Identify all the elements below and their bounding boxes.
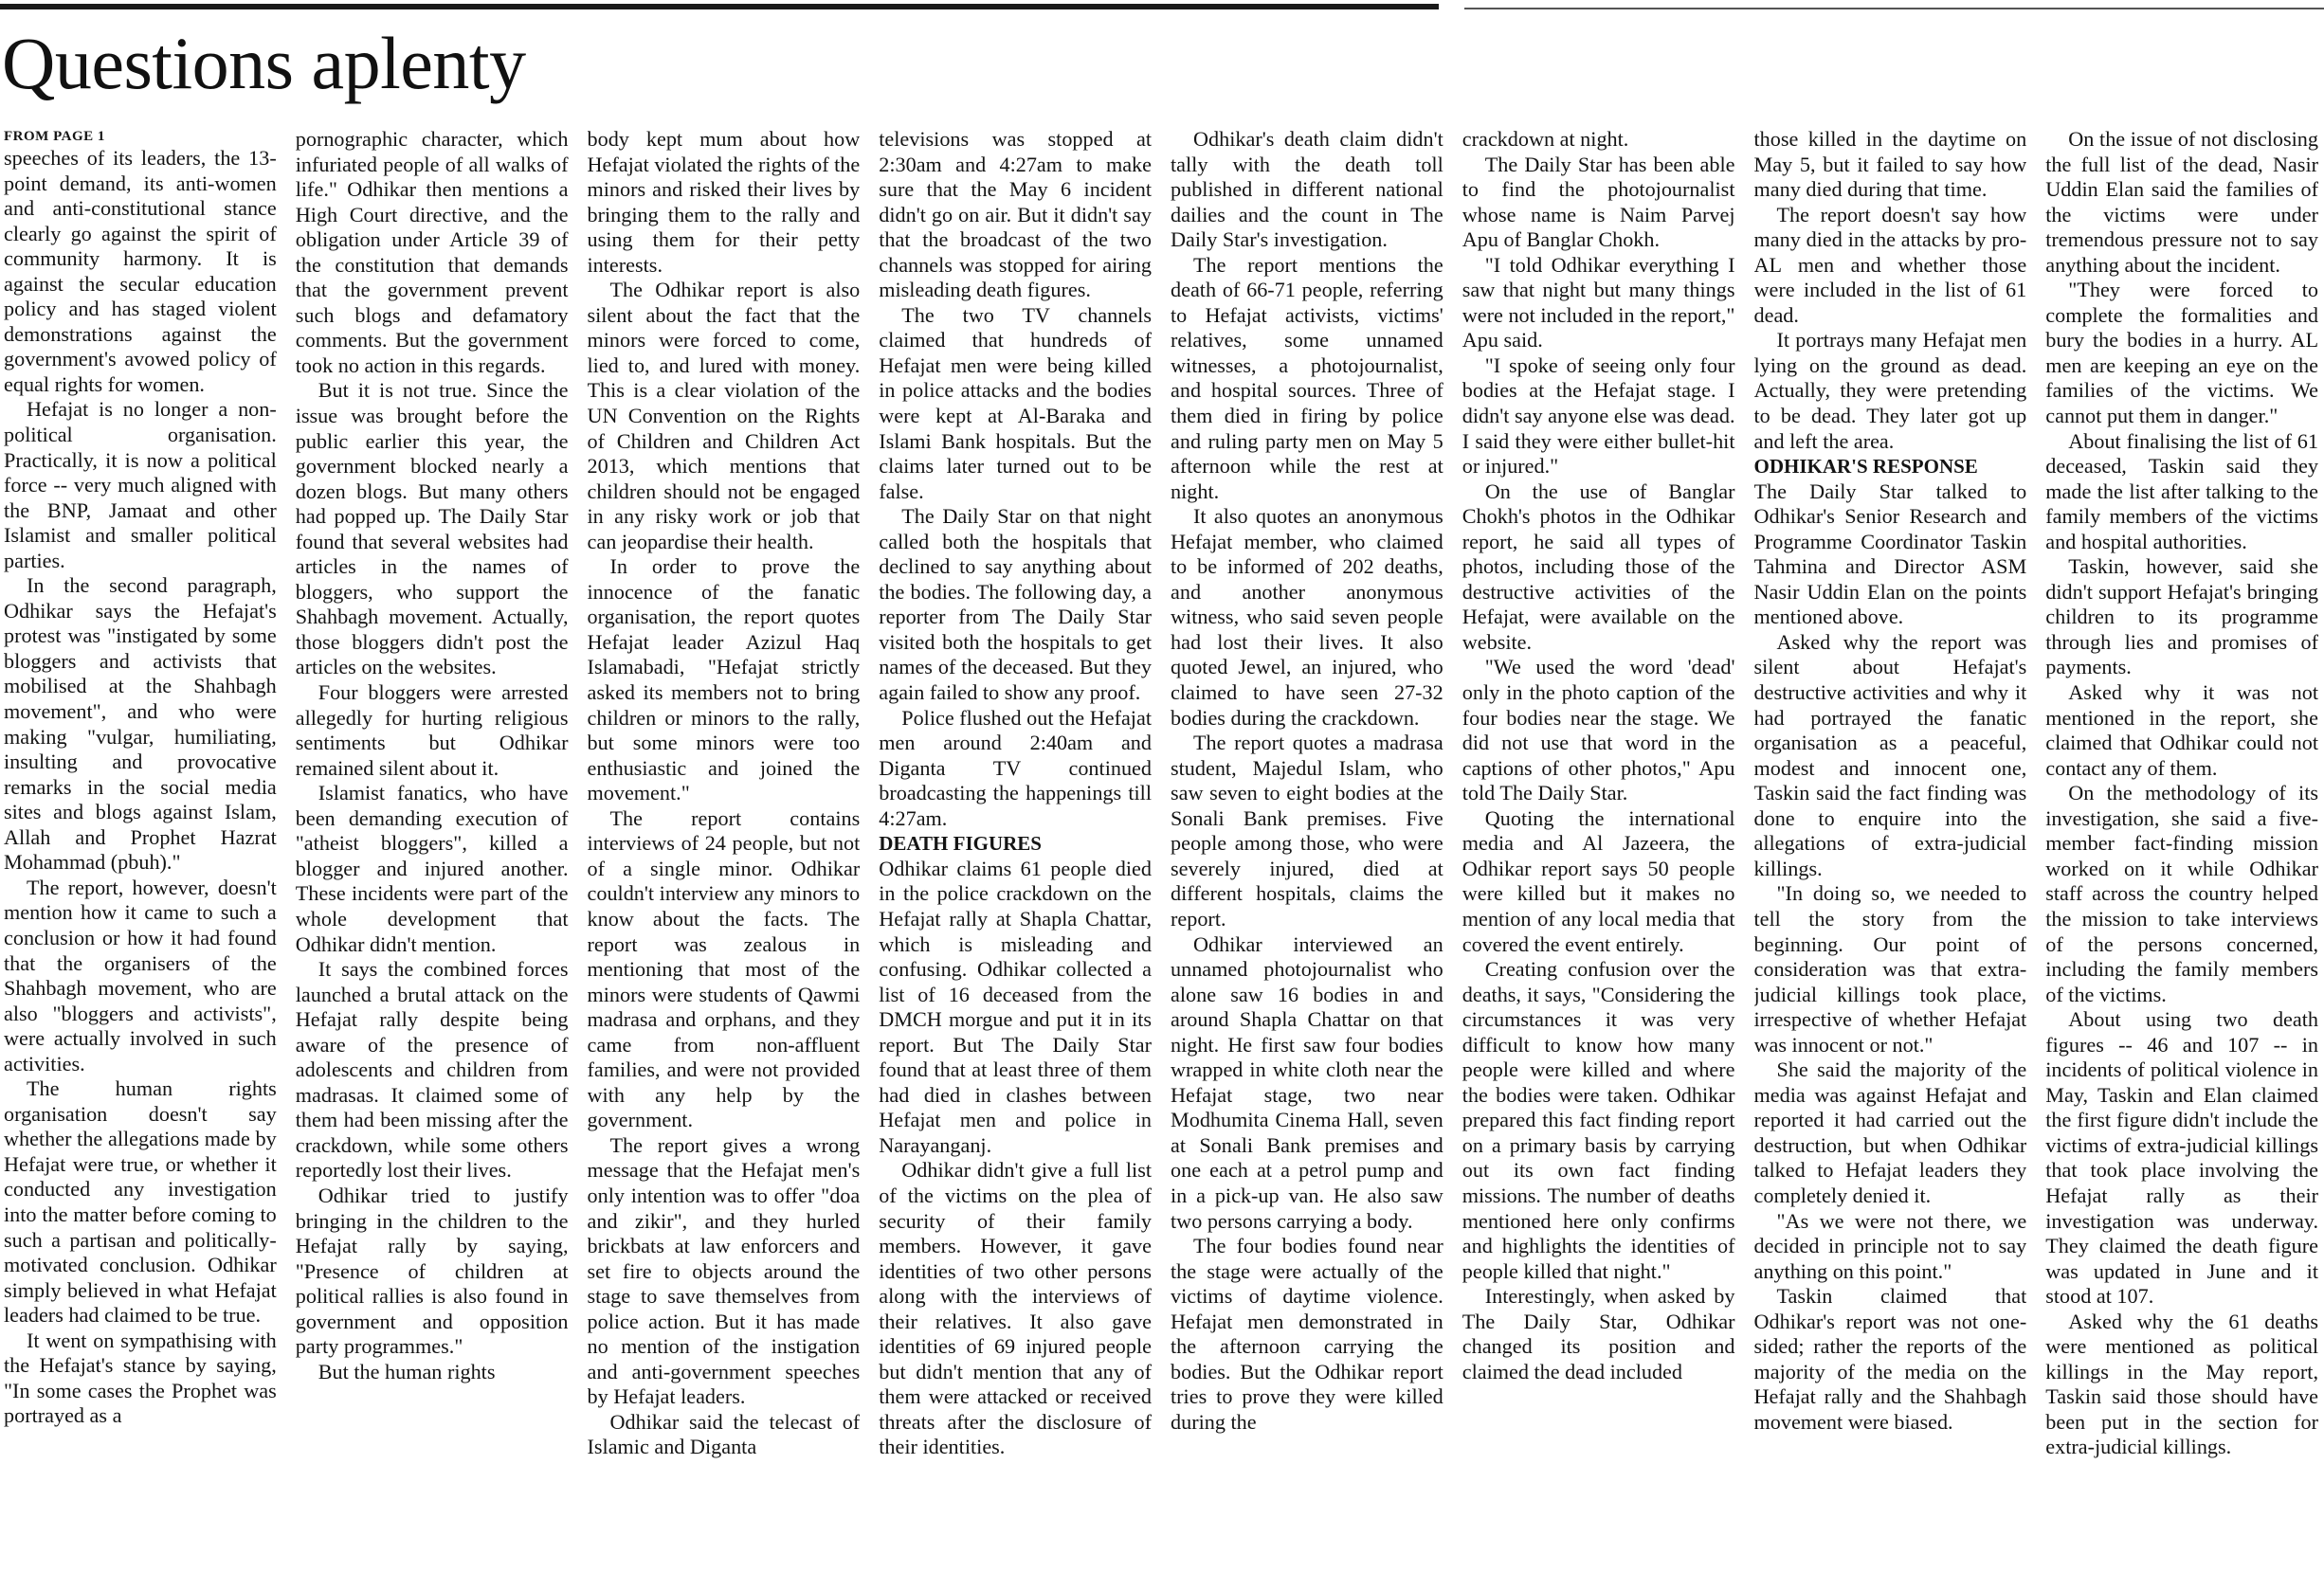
paragraph: Creating confusion over the deaths, it says, "Considering the circumstances it was very difficult to know how many people were killed and where the bodies were taken. Odhikar prepared this fact finding report on a primary basis by carrying out its own fact finding missions. The number of deaths mentioned here only confirms and highlights the identities of people killed that night."	[1462, 957, 1735, 1283]
paragraph: Odhikar claims 61 people died in the police crackdown on the Hefajat rally at Shapla Chattar, which is misleading and confusing. Odhikar collected a list of 16 deceased from the DMCH morgue and put it in its report. But The Daily Star found that at least three of them had died in clashes between Hefajat men and police in Narayanganj.	[879, 856, 1152, 1157]
paragraph: It also quotes an anonymous Hefajat member, who claimed to be informed of 202 deaths, and another anonymous witness, who said seven people had lost their lives. It also quoted Jewel, an injured, who claimed to have seen 27-32 bodies during the crackdown.	[1171, 504, 1443, 730]
paragraph: "We used the word 'dead' only in the photo caption of the four bodies near the stage. We did not use that word in the captions of other photos," Apu told The Daily Star.	[1462, 655, 1735, 805]
paragraph: Quoting the international media and Al Jazeera, the Odhikar report says 50 people were killed but it makes no mention of any local media that covered the event entirely.	[1462, 805, 1735, 956]
paragraph: It portrays many Hefajat men lying on the ground as dead. Actually, they were pretending to be dead. They later got up and left the area.	[1753, 328, 2027, 453]
paragraph: The two TV channels claimed that hundreds of Hefajat men were being killed in police attacks and the bodies were kept at Al-Baraka and Islami Bank hospitals. But the claims later turned out to be false.	[879, 302, 1152, 503]
masthead-rule-right	[1464, 8, 2324, 9]
column-4	[879, 127, 1152, 1591]
paragraph: The report, however, doesn't mention how it came to such a conclusion or how it had found that the organisers of the Shahbagh movement, who are also "bloggers and activists", were actually involved in such activities.	[4, 875, 277, 1076]
paragraph: Odhikar tried to justify bringing in the children to the Hefajat rally by saying, "Presence of children at political rallies is also found in government and opposition party programmes."	[295, 1183, 569, 1359]
kicker: FROM PAGE 1	[4, 129, 105, 144]
paragraph: The Daily Star talked to Odhikar's Senior Research and Programme Coordinator Taskin Tahmina and Director ASM Nasir Uddin Elan on the points mentioned above.	[1753, 479, 2027, 629]
paragraph: About finalising the list of 61 deceased, Taskin said they made the list after talking to the family members of the victims and hospital authorities.	[2045, 428, 2318, 553]
paragraph: crackdown at night.	[1462, 127, 1629, 151]
paragraph: The human rights organisation doesn't say whether the allegations made by Hefajat were true, or whether it conducted any investigation into the matter before coming to such a partisan and politically-motivated conclusion. Odhikar simply believed in what Hefajat leaders had claimed to be true.	[4, 1076, 277, 1328]
headline: Questions aplenty	[2, 22, 526, 104]
paragraph: body kept mum about how Hefajat violated the rights of the minors and risked their lives by bringing them to the rally and using them for their petty interests.	[587, 127, 861, 277]
column-3	[588, 127, 861, 1591]
paragraph: Hefajat is no longer a non-political organisation. Practically, it is now a political force -- very much aligned with the BNP, Jamaat and other Islamist and smaller political parties.	[4, 397, 277, 572]
paragraph: televisions was stopped at 2:30am and 4:27am to make sure that the May 6 incident didn't go on air. But it didn't say that the broadcast of the two channels was stopped for airing misleading death figures.	[879, 127, 1152, 302]
paragraph: In order to prove the innocence of the fanatic organisation, the report quotes Hefajat leader Azizul Haq Islamabadi, "Hefajat strictly asked its members not to bring children or minors to the rally, but some minors were too enthusiastic and joined the movement."	[587, 554, 861, 805]
paragraph: Odhikar's death claim didn't tally with the death toll published in different national dailies and the count in The Daily Star's investigation.	[1171, 127, 1443, 252]
paragraph: The report gives a wrong message that the Hefajat men's only intention was to offer "doa and zikir", and they hurled brickbats at law enforcers and set fire to objects around the stage to save themselves from police action. But it has made no mention of the instigation and anti-government speeches by Hefajat leaders.	[587, 1132, 861, 1409]
paragraph: speeches of its leaders, the 13-point demand, its anti-women and anti-constitutional stance clearly go against the spirit of community harmony. It is against the secular education policy and has staged violent demonstrations against the government's avowed policy of equal rights for women.	[4, 146, 277, 396]
column-2	[296, 127, 569, 1591]
paragraph: "They were forced to complete the formalities and bury the bodies in a hurry. AL men are keeping an eye on the families of the victims. We cannot put them in danger."	[2045, 278, 2318, 428]
section-subhead: ODHIKAR'S RESPONSE	[1753, 455, 1978, 479]
paragraph: Four bloggers were arrested allegedly for hurting religious sentiments but Odhikar remained silent about it.	[295, 680, 569, 780]
paragraph: "I told Odhikar everything I saw that night but many things were not included in the report," Apu said.	[1462, 252, 1735, 353]
masthead-rule	[0, 4, 1439, 9]
paragraph: "I spoke of seeing only four bodies at the Hefajat stage. I didn't say anyone else was dead. I said they were either bullet-hit or injured."	[1462, 353, 1735, 479]
paragraph: Odhikar didn't give a full list of the victims on the plea of security of their family members. However, it gave identities of two other persons along with the interviews of their relatives. It also gave identities of 69 injured people but didn't mention that any of them were attacked or received threats after the disclosure of their identities.	[879, 1158, 1152, 1459]
paragraph: The report contains interviews of 24 people, but not of a single minor. Odhikar couldn't interview any minors to know about the facts. The report was zealous in mentioning that most of the minors were students of Qawmi madrasa and orphans, and they came from non-affluent families, and were not provided with any help by the government.	[587, 805, 861, 1132]
article-body	[4, 127, 2318, 1591]
paragraph: About using two death figures -- 46 and 107 -- in incidents of political violence in May, Taskin and Elan claimed the first figure didn't include the victims of extra-judicial killings that took place involving the Hefajat rally as their investigation was underway. They claimed the death figure was updated in June and it stood at 107.	[2045, 1007, 2318, 1309]
paragraph: Odhikar said the telecast of Islamic and Diganta	[587, 1409, 861, 1459]
paragraph: Asked why it was not mentioned in the report, she claimed that Odhikar could not contact any of them.	[2045, 680, 2318, 780]
paragraph: She said the majority of the media was against Hefajat and reported it had carried out the destruction, but when Odhikar talked to Hefajat leaders they completely denied it.	[1753, 1058, 2027, 1207]
paragraph: "In doing so, we needed to tell the story from the beginning. Our point of consideration was that extra-judicial killings took place, irrespective of whether Hefajat was innocent or not."	[1753, 881, 2027, 1057]
paragraph: In the second paragraph, Odhikar says the Hefajat's protest was "instigated by some bloggers and activists that mobilised at the Shahbagh movement", and who were making "vulgar, humiliating, insulting and provocative remarks in the social media sites and blogs against Islam, Allah and Prophet Hazrat Mohammad (pbuh)."	[4, 573, 277, 875]
paragraph: The Daily Star has been able to find the photojournalist whose name is Naim Parvej Apu of Banglar Chokh.	[1462, 152, 1735, 252]
paragraph: The four bodies found near the stage were actually of the victims of daytime violence. Hefajat men demonstrated in the afternoon carrying the bodies. But the Odhikar report tries to prove they were killed during the	[1171, 1234, 1443, 1434]
paragraph: Asked why the report was silent about Hefajat's destructive activities and why it had portrayed the fanatic organisation as a peaceful, modest and innocent one, Taskin said the fact finding was done to enquire into the allegations of extra-judicial killings.	[1753, 629, 2027, 880]
paragraph: Islamist fanatics, who have been demanding execution of "atheist bloggers", killed a blogger and injured another. These incidents were part of the whole development that Odhikar didn't mention.	[295, 781, 569, 956]
column-5	[1171, 127, 1443, 1591]
paragraph: The report doesn't say how many died in the attacks by pro-AL men and whether those were included in the list of 61 dead.	[1753, 202, 2027, 327]
paragraph: The report quotes a madrasa student, Majedul Islam, who saw seven to eight bodies at the Sonali Bank premises. Five people among those, who were severely injured, died at different hospitals, claims the report.	[1171, 731, 1443, 931]
paragraph: pornographic character, which infuriated people of all walks of life." Odhikar then mentions a High Court directive, and the obligation under Article 39 of the constitution that demands that the government prevent such blogs and defamatory comments. But the government took no action in this regards.	[295, 127, 569, 377]
paragraph: Taskin claimed that Odhikar's report was not one-sided; rather the reports of the majority of the media on the Hefajat rally and the Shahbagh movement were biased.	[1753, 1284, 2027, 1434]
paragraph: The Odhikar report is also silent about the fact that the minors were forced to come, lied to, and lured with money. This is a clear violation of the UN Convention on the Rights of Children and Children Act 2013, which mentions that children should not be engaged in any risky work or job that can jeopardise their health.	[587, 278, 861, 553]
paragraph: Taskin, however, said she didn't support Hefajat's bringing children to its programme through lies and promises of payments.	[2045, 554, 2318, 679]
paragraph: But it is not true. Since the issue was brought before the public earlier this year, the government blocked nearly a dozen blogs. But many others had popped up. The Daily Star found that several websites had articles in the names of bloggers, who support the Shahbagh movement. Actually, those bloggers didn't post the articles on the websites.	[295, 378, 569, 679]
paragraph: Odhikar interviewed an unnamed photojournalist who alone saw 16 bodies in and around Shapla Chattar on that night. He first saw four bodies wrapped in white cloth near the Hefajat stage, two near Modhumita Cinema Hall, seven at Sonali Bank premises and one each at a petrol pump and in a pick-up van. He also saw two persons carrying a body.	[1171, 931, 1443, 1233]
paragraph: The report mentions the death of 66-71 people, referring to Hefajat activists, victims' relatives, some unnamed witnesses, a photojournalist, and hospital sources. Three of them died in firing by police and ruling party men on May 5 afternoon while the rest at night.	[1171, 252, 1443, 503]
column-7	[1754, 127, 2027, 1591]
paragraph: On the use of Banglar Chokh's photos in the Odhikar report, he said all types of photos, including those of the destructive activities of the Hefajat, were available on the website.	[1462, 479, 1735, 654]
paragraph: It says the combined forces launched a brutal attack on the Hefajat rally despite being aware of the presence of adolescents and children from madrasas. It claimed some of them had been missing after the crackdown, while some others reportedly lost their lives.	[295, 957, 569, 1183]
paragraph: The Daily Star on that night called both the hospitals that declined to say anything about the bodies. The following day, a reporter from The Daily Star visited both the hospitals to get names of the deceased. But they again failed to show any proof.	[879, 504, 1152, 705]
column-8	[2045, 127, 2318, 1591]
paragraph: Interestingly, when asked by The Daily Star, Odhikar changed its position and claimed the dead included	[1462, 1284, 1735, 1383]
paragraph: On the issue of not disclosing the full list of the dead, Nasir Uddin Elan said the families of the victims were under tremendous pressure not to say anything about the incident.	[2045, 127, 2318, 277]
paragraph: Asked why the 61 deaths were mentioned as political killings in the May report, Taskin said those should have been put in the section for extra-judicial killings.	[2045, 1309, 2318, 1459]
section-subhead: DEATH FIGURES	[879, 832, 1042, 856]
column-1	[4, 127, 277, 1591]
paragraph: "As we were not there, we decided in principle not to say anything on this point."	[1753, 1208, 2027, 1283]
column-6	[1462, 127, 1735, 1591]
paragraph: On the methodology of its investigation, she said a five-member fact-finding mission worked on it while Odhikar staff across the country helped the mission to take interviews of the persons concerned, including the family members of the victims.	[2045, 781, 2318, 1006]
paragraph: It went on sympathising with the Hefajat's stance by saying, "In some cases the Prophet was portrayed as a	[4, 1328, 277, 1428]
paragraph: Police flushed out the Hefajat men around 2:40am and Diganta TV continued broadcasting the happenings till 4:27am.	[879, 705, 1152, 830]
paragraph: But the human rights	[318, 1359, 496, 1383]
paragraph: those killed in the daytime on May 5, but it failed to say how many died during that time.	[1753, 127, 2027, 202]
